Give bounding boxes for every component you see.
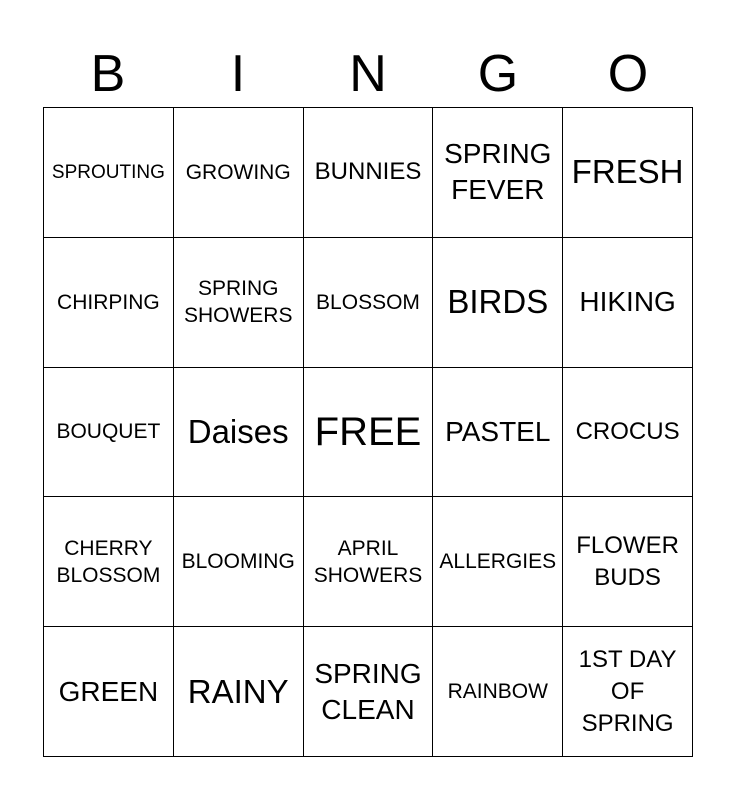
cell-label: 1ST DAY OF SPRING xyxy=(578,645,677,737)
bingo-cell[interactable] xyxy=(433,108,563,238)
cell-label: ALLERGIES xyxy=(439,550,557,574)
bingo-cell[interactable] xyxy=(44,627,174,757)
bingo-cell[interactable] xyxy=(433,497,563,627)
cell-label: BOUQUET xyxy=(56,420,161,444)
bingo-cell[interactable] xyxy=(174,238,304,368)
bingo-grid xyxy=(43,107,693,757)
bingo-cell[interactable] xyxy=(44,497,174,627)
bingo-cell[interactable] xyxy=(44,368,174,498)
cell-label: GROWING xyxy=(185,160,291,184)
cell-label: SPROUTING xyxy=(51,161,165,183)
bingo-cell[interactable] xyxy=(44,108,174,238)
cell-label: CROCUS xyxy=(575,417,680,445)
bingo-cell[interactable] xyxy=(563,238,693,368)
cell-label: BLOOMING xyxy=(181,550,295,574)
cell-label: BIRDS xyxy=(447,283,549,321)
cell-label: SPRING CLEAN xyxy=(314,657,422,725)
header-letter-n: N xyxy=(349,45,387,103)
header-letter-o: O xyxy=(607,45,649,103)
cell-label: RAINBOW xyxy=(447,680,548,704)
bingo-cell bingo-free-cell[interactable] xyxy=(304,368,434,498)
bingo-cell[interactable] xyxy=(174,108,304,238)
cell-label: BUNNIES xyxy=(314,158,422,186)
bingo-cell[interactable] xyxy=(174,497,304,627)
free-space-label: FREE xyxy=(314,409,422,454)
bingo-cell[interactable] xyxy=(433,627,563,757)
header-letter-i: I xyxy=(230,45,246,103)
cell-label: HIKING xyxy=(579,286,676,318)
cell-label: RAINY xyxy=(187,672,289,710)
cell-label: Daises xyxy=(187,412,289,450)
bingo-cell[interactable] xyxy=(433,368,563,498)
cell-label: APRIL SHOWERS xyxy=(313,536,423,587)
bingo-cell[interactable] xyxy=(563,108,693,238)
bingo-cell[interactable] xyxy=(174,627,304,757)
cell-label: CHERRY BLOSSOM xyxy=(56,536,161,587)
header-letter-b: B xyxy=(90,45,126,103)
bingo-cell[interactable] xyxy=(174,368,304,498)
cell-label: CHIRPING xyxy=(57,290,160,314)
bingo-cell[interactable] xyxy=(563,627,693,757)
bingo-cell[interactable] xyxy=(563,497,693,627)
bingo-cell[interactable] xyxy=(563,368,693,498)
cell-label: SPRING FEVER xyxy=(444,138,552,206)
bingo-cell[interactable] xyxy=(304,497,434,627)
bingo-cell[interactable] xyxy=(433,238,563,368)
bingo-cell[interactable] xyxy=(304,108,434,238)
cell-label: PASTEL xyxy=(445,415,551,447)
header-letter-g: G xyxy=(477,45,519,103)
cell-label: SPRING SHOWERS xyxy=(183,277,293,328)
bingo-cell[interactable] xyxy=(304,238,434,368)
cell-label: FLOWER BUDS xyxy=(576,531,679,591)
cell-label: BLOSSOM xyxy=(316,290,420,314)
bingo-cell[interactable] xyxy=(44,238,174,368)
bingo-header xyxy=(43,40,693,108)
cell-label: FRESH xyxy=(571,153,684,191)
bingo-cell[interactable] xyxy=(304,627,434,757)
cell-label: GREEN xyxy=(58,675,159,707)
